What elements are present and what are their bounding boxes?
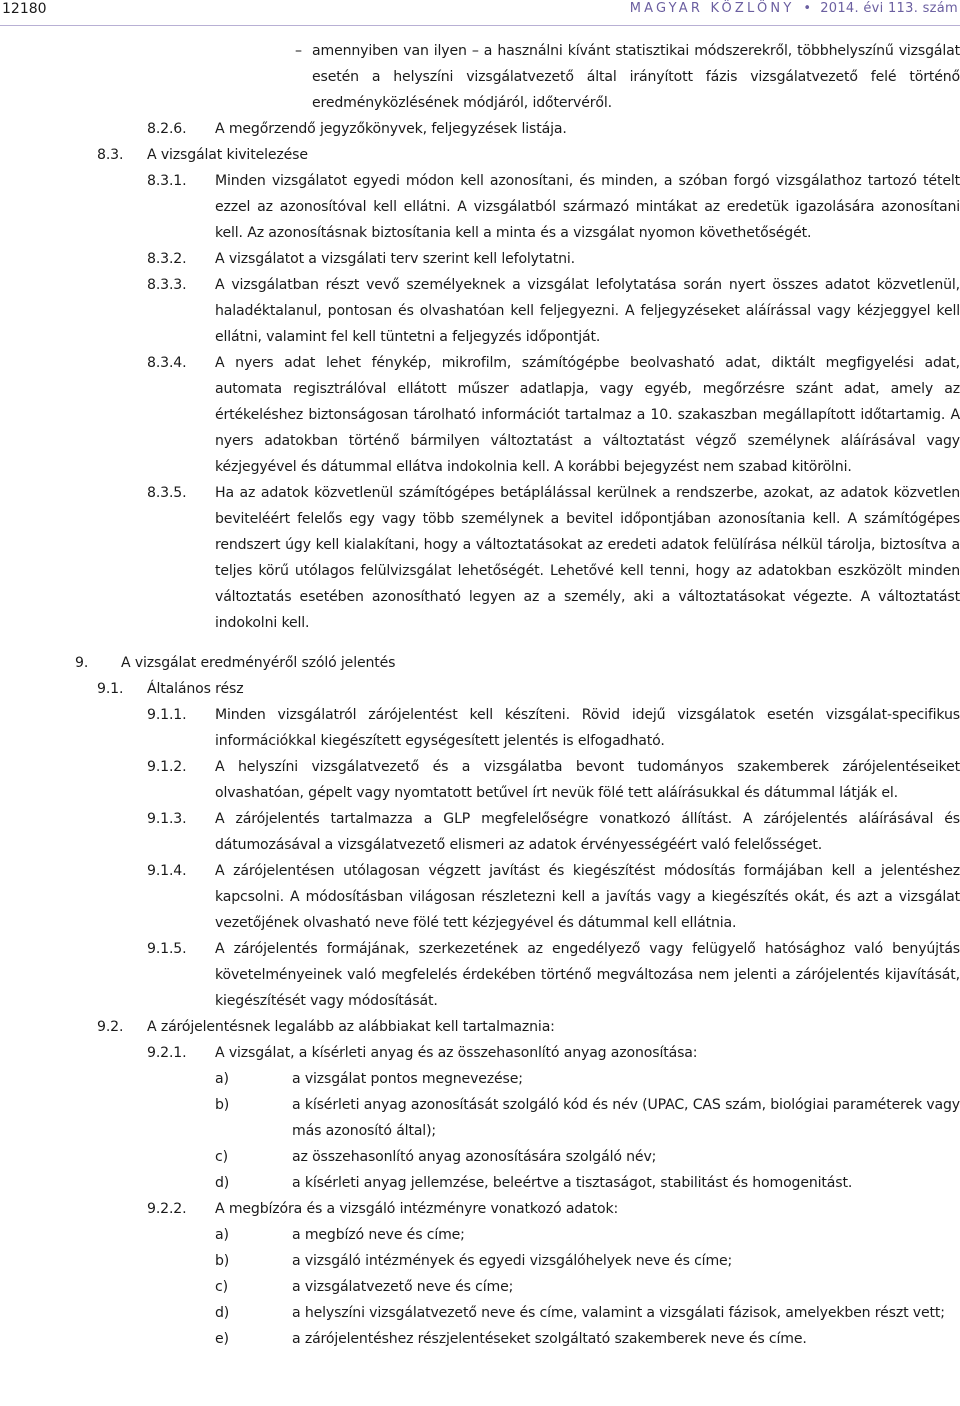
dash-marker: – bbox=[295, 43, 302, 59]
section-number: 9.1.2. bbox=[147, 759, 187, 775]
section-title: A vizsgálat kivitelezése bbox=[147, 147, 308, 163]
section-9-1-4 bbox=[0, 858, 960, 936]
section-9-1-2 bbox=[0, 754, 960, 806]
list-label: c) bbox=[215, 1279, 228, 1295]
section-number: 9.1. bbox=[97, 681, 124, 697]
section-number: 9.1.1. bbox=[147, 707, 187, 723]
section-gap bbox=[0, 636, 960, 650]
section-9-2-heading bbox=[0, 1014, 960, 1040]
list-text: a zárójelentéshez részjelentéseket szolgáltató szakemberek neve és címe. bbox=[292, 1331, 807, 1347]
section-number: 8.3. bbox=[97, 147, 124, 163]
section-number: 9.1.4. bbox=[147, 863, 187, 879]
list-item bbox=[0, 1248, 960, 1274]
header-divider bbox=[0, 25, 960, 26]
section-8-3-3 bbox=[0, 272, 960, 350]
list-label: a) bbox=[215, 1071, 229, 1087]
section-9-2-2-heading bbox=[0, 1196, 960, 1222]
list-item bbox=[0, 1144, 960, 1170]
issue-number: 2014. évi 113. szám bbox=[820, 1, 958, 16]
list-label: c) bbox=[215, 1149, 228, 1165]
section-text: A zárójelentés formájának, szerkezetének az engedélyező vagy felügyelő hatósághoz való benyújtás követelményeinek való megfelelés érdekében történő megváltozása nem jelenti a zárójelentés kijavítását, kiegészítését vagy módosítását. bbox=[215, 941, 960, 1009]
list-text: a kísérleti anyag azonosítását szolgáló kód és név (UPAC, CAS szám, biológiai paraméterek vagy más azonosító által); bbox=[292, 1097, 960, 1139]
section-title: Általános rész bbox=[147, 681, 244, 697]
section-number: 8.3.4. bbox=[147, 355, 187, 371]
section-8-3-2 bbox=[0, 246, 960, 272]
section-8-3-heading bbox=[0, 142, 960, 168]
list-item bbox=[0, 1326, 960, 1352]
section-8-3-4 bbox=[0, 350, 960, 480]
section-number: 8.3.5. bbox=[147, 485, 187, 501]
list-text: a vizsgálatvezető neve és címe; bbox=[292, 1279, 514, 1295]
publication-title: MAGYAR KÖZLÖNY bbox=[629, 1, 795, 16]
page-number: 12180 bbox=[2, 1, 47, 17]
list-label: e) bbox=[215, 1331, 229, 1347]
list-text: az összehasonlító anyag azonosítására szolgáló név; bbox=[292, 1149, 657, 1165]
section-title: A megbízóra és a vizsgáló intézményre vonatkozó adatok: bbox=[215, 1201, 619, 1217]
list-text: a vizsgálat pontos megnevezése; bbox=[292, 1071, 523, 1087]
section-number: 8.3.3. bbox=[147, 277, 187, 293]
section-text: A zárójelentésen utólagosan végzett javítást és kiegészítést módosítás formájában kell a jelentéshez kapcsolni. A módosításban világosan részletezni kell a javítás vagy a kiegészítés okát, és azt a vizsgálat vezetőjének olvasható neve fölé tett kézjegyével és dátummal kell ellátnia. bbox=[215, 863, 960, 931]
section-9-2-1-heading bbox=[0, 1040, 960, 1066]
section-number: 9.1.5. bbox=[147, 941, 187, 957]
list-label: b) bbox=[215, 1097, 230, 1113]
section-8-2-6 bbox=[0, 116, 960, 142]
section-text: A nyers adat lehet fénykép, mikrofilm, számítógépbe beolvasható adat, diktált megfigyelési adat, automata regisztrálóval ellátott műszer adatlapja, vagy egyéb, megőrzésre szánt adat, amely az értékeléshez biztonságosan tárolható információt tartalmaz a 10. szakaszban megállapított időtartamig. A nyers adatokban történő bármilyen változtatást a változtatást végző személynek aláírásával vagy kézjegyével és dátummal ellátva indokolnia kell. A korábbi bejegyzést nem szabad kitörölni. bbox=[215, 355, 960, 475]
list-item bbox=[0, 1092, 960, 1144]
section-text: A vizsgálatban részt vevő személyeknek a vizsgálat lefolytatása során nyert összes adatot közvetlenül, haladéktalanul, pontosan és olvashatóan kell feljegyezni. A feljegyzéseket aláírással vagy kézjeggyel kell ellátni, valamint fel kell tüntetni a feljegyzés időpontját. bbox=[215, 277, 960, 345]
list-label: d) bbox=[215, 1175, 230, 1191]
section-number: 8.3.1. bbox=[147, 173, 187, 189]
section-number: 9.1.3. bbox=[147, 811, 187, 827]
section-text: Minden vizsgálatról zárójelentést kell készíteni. Rövid idejű vizsgálatok esetén vizsgálat-specifikus információkkal kiegészített egységesített jelentés is elfogadható. bbox=[215, 707, 960, 749]
section-9-heading bbox=[0, 650, 960, 676]
section-8-3-1 bbox=[0, 168, 960, 246]
section-9-1-5 bbox=[0, 936, 960, 1014]
section-title: A vizsgálat eredményéről szóló jelentés bbox=[121, 655, 396, 671]
document-body bbox=[0, 38, 960, 1352]
section-9-1-heading bbox=[0, 676, 960, 702]
section-text: A zárójelentés tartalmazza a GLP megfelelőségre vonatkozó állítást. A zárójelentés aláírásával és dátumozásával a vizsgálatvezető elismeri az adatok érvényességéért való felelősséget. bbox=[215, 811, 960, 853]
section-9-1-3 bbox=[0, 806, 960, 858]
list-item bbox=[0, 1274, 960, 1300]
section-title: A vizsgálat, a kísérleti anyag és az összehasonlító anyag azonosítása: bbox=[215, 1045, 698, 1061]
section-title: A zárójelentésnek legalább az alábbiakat kell tartalmaznia: bbox=[147, 1019, 555, 1035]
paragraph-text: amennyiben van ilyen – a használni kívánt statisztikai módszerekről, többhelyszínű vizsgálat esetén a helyszíni vizsgálatvezető által irányított fázis vizsgálatvezető felé történő eredményközlésének módjáról, időtervéről. bbox=[312, 43, 960, 111]
section-8-3-5 bbox=[0, 480, 960, 636]
list-item bbox=[0, 1066, 960, 1092]
section-text: Minden vizsgálatot egyedi módon kell azonosítani, és minden, a szóban forgó vizsgálathoz tartozó tételt ezzel az azonosítóval kell ellátni. A vizsgálatból származó mintákat az eredetük igazolására azonosítani kell. Az azonosításnak biztosítania kell a minta és a vizsgálat nyomon követhetőségét. bbox=[215, 173, 960, 241]
section-number: 8.2.6. bbox=[147, 121, 187, 137]
section-number: 9. bbox=[75, 655, 89, 671]
list-label: a) bbox=[215, 1227, 229, 1243]
list-item bbox=[0, 1300, 960, 1326]
list-text: a megbízó neve és címe; bbox=[292, 1227, 465, 1243]
list-item bbox=[0, 1170, 960, 1196]
section-number: 8.3.2. bbox=[147, 251, 187, 267]
section-number: 9.2.1. bbox=[147, 1045, 187, 1061]
section-9-1-1 bbox=[0, 702, 960, 754]
list-text: a kísérleti anyag jellemzése, beleértve a tisztaságot, stabilitást és homogenitást. bbox=[292, 1175, 853, 1191]
publication-header: MAGYAR KÖZLÖNY • 2014. évi 113. szám bbox=[629, 1, 958, 16]
section-number: 9.2. bbox=[97, 1019, 124, 1035]
list-label: b) bbox=[215, 1253, 230, 1269]
list-text: a vizsgáló intézmények és egyedi vizsgálóhelyek neve és címe; bbox=[292, 1253, 733, 1269]
list-text: a helyszíni vizsgálatvezető neve és címe, valamint a vizsgálati fázisok, amelyekben részt vett; bbox=[292, 1305, 945, 1321]
section-number: 9.2.2. bbox=[147, 1201, 187, 1217]
section-text: A megőrzendő jegyzőkönyvek, feljegyzések listája. bbox=[215, 121, 567, 137]
list-label: d) bbox=[215, 1305, 230, 1321]
section-text: A helyszíni vizsgálatvezető és a vizsgálatba bevont tudományos szakemberek zárójelentéseiket olvashatóan, gépelt vagy nyomtatott betűvel írt nevük fölé tett aláírásukkal és dátummal látják el. bbox=[215, 759, 960, 801]
section-text: A vizsgálatot a vizsgálati terv szerint kell lefolytatni. bbox=[215, 251, 575, 267]
list-item bbox=[0, 1222, 960, 1248]
list-item bbox=[0, 38, 960, 116]
section-text: Ha az adatok közvetlenül számítógépes betáplálással kerülnek a rendszerbe, azokat, az adatok közvetlen beviteléért felelős egy vagy több személynek a bevitel időpontjában azonosítania kell. A számítógépes rendszert úgy kell kialakítani, hogy a változtatásokat az eredeti adatok felülírása nélkül tárolja, biztosítva a teljes körű utólagos felülvizsgálat lehetőségét. Lehetővé kell tenni, hogy az adatokban eszközölt minden változtatás esetében azonosítható legyen az a személy, aki a változtatásokat végezte. A változtatást indokolni kell. bbox=[215, 485, 960, 631]
